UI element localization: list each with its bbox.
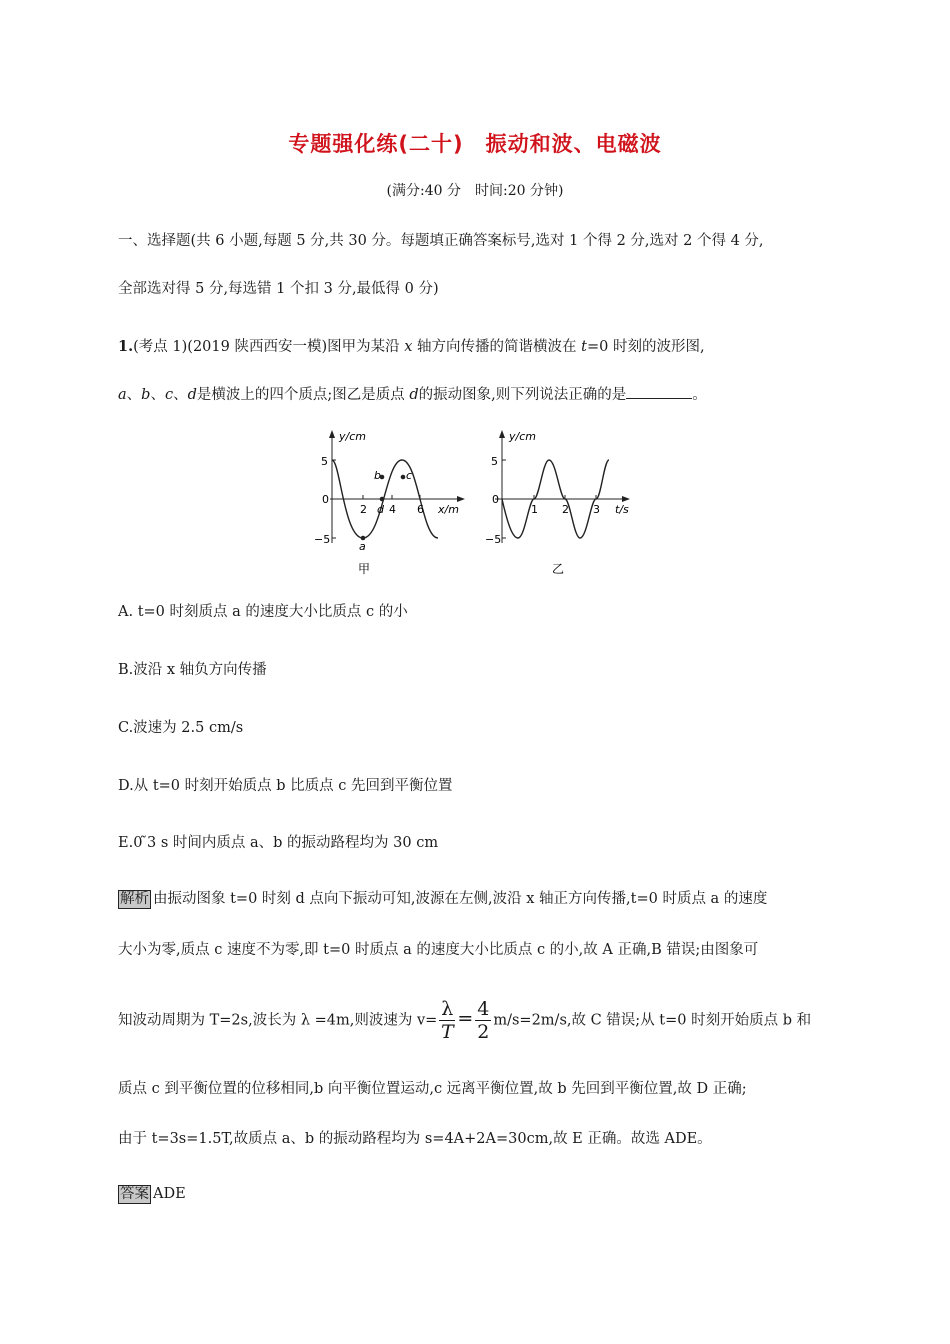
- stem-text: =0 时刻的波形图,: [586, 339, 705, 355]
- y-tick-label: −5: [314, 533, 331, 546]
- question-number: 1.: [118, 338, 134, 355]
- equals-sign: =: [457, 1007, 474, 1030]
- x-axis-label: x/m: [438, 503, 459, 516]
- y-tick-label: −5: [485, 533, 502, 546]
- x-axis-arrow: [622, 496, 630, 502]
- stem-text: 、: [173, 387, 188, 403]
- analysis-text: m/s=2m/s,故 C 错误;从 t=0 时刻开始质点 b 和: [493, 1012, 812, 1029]
- x-tick-label: 2: [562, 503, 569, 516]
- option-e: E.0 ̃3 s 时间内质点 a、b 的振动路程均为 30 cm: [118, 835, 439, 851]
- option-b: B.波沿 x 轴负方向传播: [118, 662, 267, 678]
- y-tick-label: 0: [492, 493, 499, 506]
- y-axis-label: y/cm: [509, 430, 536, 443]
- x-tick-label: 6: [417, 503, 424, 516]
- analysis-line4: 质点 c 到平衡位置的位移相同,b 向平衡位置运动,c 远离平衡位置,故 b 先回到平衡位置,故 D 正确;: [118, 1081, 747, 1097]
- y-axis-arrow: [329, 430, 335, 438]
- stem-text: 、: [150, 387, 165, 403]
- section-instructions-line1: 一、选择题(共 6 小题,每题 5 分,共 30 分。每题填正确答案标号,选对 1 个得 2 分,选对 2 个得 4 分,: [118, 233, 764, 249]
- answer-blank: [626, 386, 692, 399]
- analysis-text: 知波动周期为 T=2s,波长为 λ =4m,则波速为 v=: [118, 1012, 438, 1029]
- analysis-line1: [118, 887, 767, 909]
- x-tick-label: 2: [360, 503, 367, 516]
- point-label-c: c: [406, 469, 413, 482]
- figure-vibration: [485, 425, 645, 580]
- stem-var: c: [164, 387, 174, 403]
- option-c: C.波速为 2.5 cm/s: [118, 720, 244, 736]
- analysis-line2: 大小为零,质点 c 速度不为零,即 t=0 时质点 a 的速度大小比质点 c 的小,故 A 正确,B 错误;由图象可: [118, 942, 759, 958]
- stem-var: b: [141, 387, 151, 403]
- figure-caption: 乙: [552, 562, 565, 576]
- option-d: D.从 t=0 时刻开始质点 b 比质点 c 先回到平衡位置: [118, 778, 453, 794]
- fraction-denominator: 2: [477, 1021, 490, 1043]
- point-label-d: d: [377, 503, 384, 516]
- answer-value: ADE: [153, 1186, 186, 1202]
- stem-text: 。: [692, 387, 707, 403]
- analysis-text: 由振动图象 t=0 时刻 d 点向下振动可知,波源在左侧,波沿 x 轴正方向传播,t=0 时质点 a 的速度: [153, 891, 768, 907]
- stem-var: x: [404, 339, 413, 355]
- point-c: [401, 475, 406, 480]
- y-tick-label: 5: [321, 455, 328, 468]
- fraction-numerator: λ: [441, 998, 454, 1020]
- section-instructions-line2: 全部选对得 5 分,每选错 1 个扣 3 分,最低得 0 分): [118, 281, 439, 297]
- fraction-lambda-over-T: [439, 998, 455, 1043]
- option-a: A. t=0 时刻质点 a 的速度大小比质点 c 的小: [118, 604, 408, 620]
- fraction-denominator: T: [440, 1021, 454, 1043]
- figure-caption: 甲: [358, 562, 371, 576]
- stem-var: d: [187, 387, 197, 403]
- point-label-b: b: [374, 469, 381, 482]
- stem-var: t: [581, 339, 587, 355]
- point-label-a: a: [359, 540, 366, 553]
- stem-text: 、: [126, 387, 142, 403]
- point-d: [380, 497, 385, 502]
- stem-text: 轴方向传播的简谐横波在: [412, 339, 582, 355]
- question-stem-line1: [118, 335, 705, 356]
- y-axis-label: y/cm: [339, 430, 366, 443]
- x-tick-label: 4: [389, 503, 396, 516]
- x-axis-label: t/s: [615, 503, 629, 516]
- x-tick-label: 3: [593, 503, 600, 516]
- question-stem-line2: [118, 383, 707, 404]
- stem-text: 的振动图象,则下列说法正确的是: [418, 387, 627, 403]
- y-tick-label: 5: [491, 455, 498, 468]
- answer-tag: 答案: [120, 1186, 149, 1202]
- fraction-numerator: 4: [477, 998, 490, 1020]
- answer-line: [118, 1185, 186, 1204]
- stem-var: d: [409, 387, 419, 403]
- stem-text: 是横波上的四个质点;图乙是质点: [196, 387, 410, 403]
- page-title: 专题强化练(二十) 振动和波、电磁波: [288, 132, 662, 156]
- y-tick-label: 0: [322, 493, 329, 506]
- x-tick-label: 1: [531, 503, 538, 516]
- fraction-4-over-2: [475, 998, 491, 1043]
- analysis-tag: 解析: [120, 891, 149, 907]
- score-time-note: (满分:40 分 时间:20 分钟): [386, 183, 564, 199]
- analysis-line3: [118, 998, 811, 1043]
- stem-var: a: [118, 387, 127, 403]
- y-axis-arrow: [499, 430, 505, 438]
- stem-text: (考点 1)(2019 陕西西安一模)图甲为某沿: [133, 339, 405, 355]
- analysis-line5: 由于 t=3s=1.5T,故质点 a、b 的振动路程均为 s=4A+2A=30cm,故 E 正确。故选 ADE。: [118, 1131, 712, 1147]
- figure-waveform: [310, 425, 470, 580]
- x-axis-arrow: [457, 496, 465, 502]
